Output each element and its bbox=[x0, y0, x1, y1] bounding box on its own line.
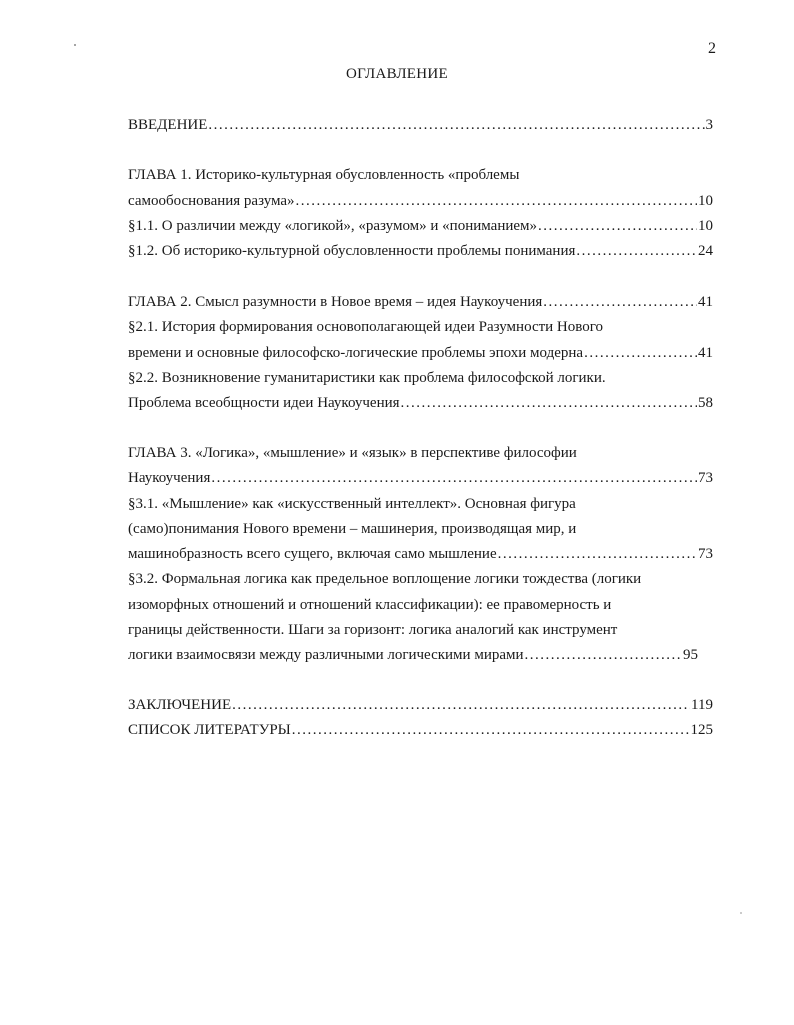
toc-entry-page: 95 bbox=[683, 647, 698, 663]
toc-entry-text: Наукоучения bbox=[128, 470, 211, 486]
dot-leader bbox=[525, 645, 682, 665]
toc-entry-chapter-2[interactable] bbox=[128, 292, 713, 312]
toc-entry-text: СПИСОК ЛИТЕРАТУРЫ bbox=[128, 722, 291, 738]
dot-leader bbox=[584, 343, 697, 363]
dot-leader bbox=[208, 115, 704, 135]
dot-leader bbox=[401, 393, 697, 413]
toc-section-3-2-continued: границы действенности. Шаги за горизонт: логика аналогий как инструмент bbox=[128, 622, 618, 638]
toc-section-3-2-continued: изоморфных отношений и отношений классификации): ее правомерность и bbox=[128, 597, 612, 613]
toc-entry-page: 41 bbox=[698, 345, 713, 361]
dot-leader bbox=[576, 241, 697, 261]
toc-entry-text: самообоснования разума» bbox=[128, 193, 295, 209]
toc-entry-chapter-3[interactable] bbox=[128, 468, 713, 488]
page-number: 2 bbox=[708, 40, 716, 57]
toc-entry-section-2-1[interactable] bbox=[128, 343, 713, 363]
toc-entry-text: §1.1. О различии между «логикой», «разумом» и «пониманием» bbox=[128, 218, 538, 234]
toc-entry-bibliography[interactable] bbox=[128, 720, 713, 740]
dot-leader bbox=[543, 292, 697, 312]
toc-entry-text: ГЛАВА 2. Смысл разумности в Новое время – идея Наукоучения bbox=[128, 294, 543, 310]
toc-entry-section-1-1[interactable] bbox=[128, 216, 713, 236]
toc-entry-page: 73 bbox=[698, 470, 713, 486]
toc-entry-section-1-2[interactable] bbox=[128, 241, 713, 261]
toc-entry-page: 119 bbox=[691, 697, 713, 713]
toc-entry-page: 73 bbox=[698, 546, 713, 562]
toc-entry-text: машинобразность всего сущего, включая само мышление bbox=[128, 546, 497, 562]
toc-entry-page: 10 bbox=[698, 193, 713, 209]
dot-leader bbox=[211, 468, 697, 488]
toc-entry-section-3-2[interactable] bbox=[128, 645, 698, 665]
toc-entry-page: 125 bbox=[690, 722, 713, 738]
toc-entry-text: логики взаимосвязи между различными логическими мирами bbox=[128, 647, 524, 663]
toc-entry-page: 10 bbox=[698, 218, 713, 234]
toc-section-3-2-heading: §3.2. Формальная логика как предельное воплощение логики тождества (логики bbox=[128, 571, 642, 587]
toc-section-3-1-continued: (само)понимания Нового времени – машинерия, производящая мир, и bbox=[128, 521, 577, 537]
toc-entry-introduction[interactable] bbox=[128, 115, 713, 135]
toc-entry-page: 58 bbox=[698, 395, 713, 411]
dot-leader bbox=[232, 695, 690, 715]
toc-entry-text: ЗАКЛЮЧЕНИЕ bbox=[128, 697, 232, 713]
toc-entry-section-2-2[interactable] bbox=[128, 393, 713, 413]
toc-section-2-1-heading: §2.1. История формирования основополагающей идеи Разумности Нового bbox=[128, 319, 604, 335]
scan-speck bbox=[74, 44, 76, 46]
scan-speck bbox=[740, 912, 742, 914]
toc-entry-text: ВВЕДЕНИЕ bbox=[128, 117, 208, 133]
toc-entry-section-3-1[interactable] bbox=[128, 544, 713, 564]
toc-entry-text: §1.2. Об историко-культурной обусловленности проблемы понимания bbox=[128, 243, 576, 259]
toc-section-2-2-heading: §2.2. Возникновение гуманитаристики как проблема философской логики. bbox=[128, 370, 606, 386]
toc-entry-text: Проблема всеобщности идеи Наукоучения bbox=[128, 395, 400, 411]
toc-entry-page: 3 bbox=[705, 117, 713, 133]
toc-entry-chapter-1[interactable] bbox=[128, 191, 713, 211]
toc-section-3-1-heading: §3.1. «Мышление» как «искусственный интеллект». Основная фигура bbox=[128, 496, 576, 512]
toc-entry-page: 24 bbox=[698, 243, 713, 259]
toc-title: ОГЛАВЛЕНИЕ bbox=[346, 66, 448, 82]
toc-chapter-1-heading: ГЛАВА 1. Историко-культурная обусловленность «проблемы bbox=[128, 167, 520, 183]
toc-chapter-3-heading: ГЛАВА 3. «Логика», «мышление» и «язык» в перспективе философии bbox=[128, 445, 577, 461]
dot-leader bbox=[292, 720, 690, 740]
toc-entry-conclusion[interactable] bbox=[128, 695, 713, 715]
dot-leader bbox=[498, 544, 697, 564]
toc-entry-text: времени и основные философско-логические проблемы эпохи модерна bbox=[128, 345, 584, 361]
dot-leader bbox=[296, 191, 697, 211]
toc-entry-page: 41 bbox=[698, 294, 713, 310]
dot-leader bbox=[538, 216, 697, 236]
